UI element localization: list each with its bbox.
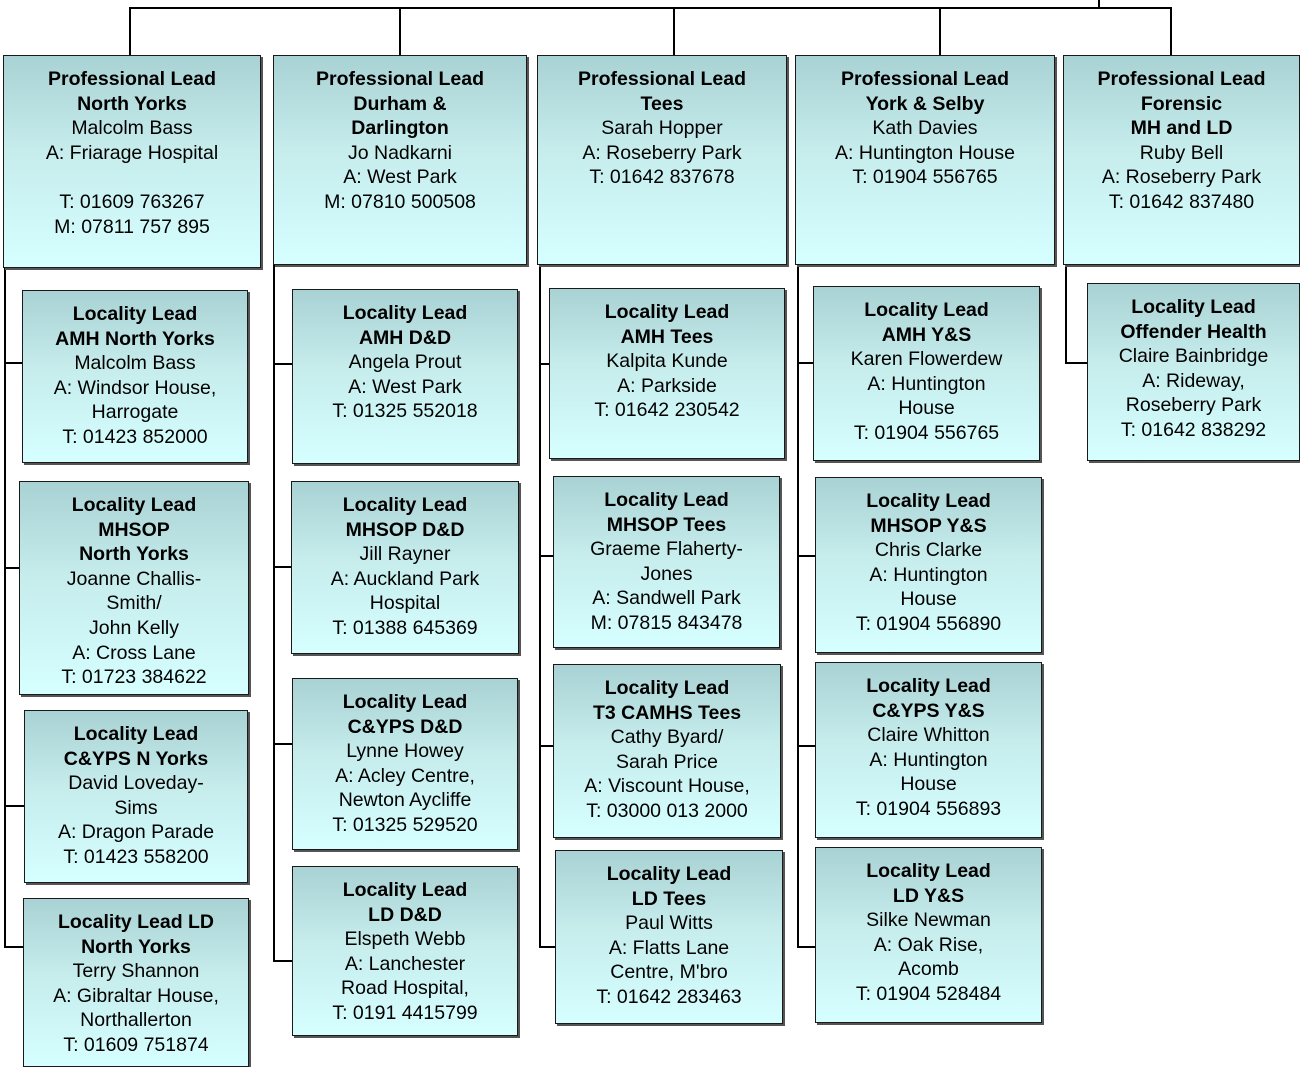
box-detail-line: T: 01609 763267: [59, 190, 205, 213]
box-detail-line: T: 01642 837678: [589, 166, 735, 189]
box-detail-line: House: [900, 588, 957, 611]
box-title-line: LD Tees: [631, 887, 707, 910]
locality-lead-box: [815, 477, 1042, 653]
box-detail-line: A: Friarage Hospital: [45, 141, 219, 164]
box-detail-line: T: 01904 556890: [855, 612, 1002, 635]
box-detail-line: Lynne Howey: [346, 740, 464, 763]
spacer-line: [4, 165, 260, 190]
box-detail-line: A: Windsor House,: [53, 376, 217, 399]
box-detail-line: A: Roseberry Park: [1101, 166, 1262, 189]
professional-lead-box: [3, 55, 261, 268]
box-title-line: MHSOP D&D: [345, 518, 465, 541]
box-title-line: MHSOP Y&S: [870, 514, 987, 537]
box-detail-line: David Loveday-: [68, 772, 204, 795]
box-detail-line: Karen Flowerdew: [850, 348, 1003, 371]
box-detail-line: Sarah Hopper: [601, 117, 723, 140]
box-detail-line: Sims: [114, 796, 158, 819]
box-detail-line: Jo Nadkarni: [347, 141, 453, 164]
box-detail-line: House: [900, 773, 957, 796]
box-detail-line: Claire Whitton: [867, 724, 990, 747]
top-bus-line: [129, 7, 1172, 9]
box-detail-line: A: Dragon Parade: [57, 821, 215, 844]
box-title-line: MHSOP: [98, 518, 170, 541]
locality-lead-box: [555, 850, 783, 1024]
box-title-line: North Yorks: [79, 543, 189, 566]
box-detail-line: Acomb: [898, 958, 959, 981]
box-title-line: MH and LD: [1130, 117, 1233, 140]
branch-line-2-1: [273, 363, 292, 365]
drop-line-5: [1170, 7, 1172, 55]
box-detail-line: A: Sandwell Park: [592, 587, 741, 610]
locality-lead-box: [549, 288, 785, 459]
box-detail-line: Cathy Byard/: [610, 726, 724, 749]
box-title-line: Locality Lead: [72, 303, 198, 325]
box-detail-line: A: West Park: [348, 375, 462, 398]
spine-line-3: [539, 265, 541, 947]
professional-lead-box: [273, 55, 527, 265]
box-detail-line: A: Flatts Lane: [608, 936, 730, 959]
drop-line-2: [399, 7, 401, 55]
box-detail-line: Smith/: [106, 592, 162, 615]
box-title-line: AMH Y&S: [881, 323, 972, 346]
box-detail-line: T: 01642 230542: [594, 399, 740, 422]
box-detail-line: Roseberry Park: [1125, 394, 1262, 417]
box-detail-line: M: 07811 757 895: [54, 215, 210, 238]
box-title-line: Locality Lead: [73, 723, 199, 745]
box-title-line: Professional Lead: [578, 68, 746, 90]
box-title-line: Locality Lead: [342, 302, 468, 324]
drop-line-3: [673, 7, 675, 55]
box-title-line: AMH D&D: [358, 326, 452, 349]
box-detail-line: Angela Prout: [348, 351, 462, 374]
box-detail-line: Terry Shannon: [72, 960, 200, 983]
box-title-line: Durham &: [353, 92, 447, 115]
box-detail-line: T: 03000 013 2000: [586, 799, 748, 822]
box-detail-line: Paul Witts: [625, 912, 713, 935]
box-detail-line: Sarah Price: [616, 750, 718, 773]
box-detail-line: T: 01325 529520: [332, 813, 478, 836]
box-title-line: Locality Lead: [1131, 296, 1256, 318]
box-detail-line: M: 07810 500508: [324, 190, 476, 213]
box-detail-line: Northallerton: [80, 1009, 192, 1032]
box-title-line: LD D&D: [368, 903, 442, 926]
box-title-line: AMH North Yorks: [55, 327, 215, 350]
box-detail-line: T: 01642 838292: [1120, 418, 1267, 441]
spine-line-5: [1065, 265, 1067, 363]
box-detail-line: Hospital: [369, 592, 441, 615]
locality-lead-box: [292, 289, 518, 464]
box-detail-line: Kath Davies: [872, 117, 978, 140]
drop-line-1: [129, 7, 131, 55]
box-detail-line: A: Acley Centre,: [335, 764, 475, 787]
box-detail-line: T: 01723 384622: [61, 666, 207, 689]
box-detail-line: A: Lanchester: [344, 952, 466, 975]
branch-line-2-2: [273, 566, 291, 568]
box-title-line: Forensic: [1140, 92, 1223, 115]
professional-lead-box: [537, 55, 787, 265]
branch-line-5-1: [1065, 362, 1087, 364]
box-detail-line: Harrogate: [91, 401, 179, 424]
box-title-line: North Yorks: [77, 92, 187, 115]
professional-lead-box: [795, 55, 1055, 265]
locality-lead-box: [815, 662, 1042, 838]
locality-lead-box: [813, 286, 1040, 461]
box-detail-line: T: 01904 528484: [855, 982, 1002, 1005]
box-detail-line: Centre, M'bro: [610, 961, 728, 984]
branch-line-3-1: [539, 363, 549, 365]
locality-lead-box: [292, 866, 518, 1036]
box-detail-line: A: Huntington: [869, 563, 988, 586]
box-detail-line: Claire Bainbridge: [1118, 345, 1269, 368]
branch-line-2-4: [273, 960, 292, 962]
locality-lead-box: [22, 290, 248, 463]
box-detail-line: T: 01904 556765: [852, 166, 998, 189]
box-detail-line: A: Roseberry Park: [582, 141, 742, 164]
box-title-line: Locality Lead: [342, 494, 468, 516]
locality-lead-box: [815, 847, 1042, 1023]
box-detail-line: T: 01423 852000: [62, 425, 208, 448]
locality-lead-box: [23, 898, 249, 1067]
branch-line-3-2: [539, 555, 553, 557]
box-title-line: Locality Lead: [866, 490, 991, 512]
box-detail-line: Elspeth Webb: [344, 928, 466, 951]
box-title-line: Locality Lead LD: [57, 911, 215, 933]
box-detail-line: T: 0191 4415799: [332, 1001, 478, 1024]
box-detail-line: Malcolm Bass: [74, 352, 196, 375]
box-title-line: Locality Lead: [866, 675, 991, 697]
box-title-line: York & Selby: [865, 92, 985, 115]
spine-line-4: [797, 265, 799, 947]
box-detail-line: A: Huntington House: [835, 141, 1015, 164]
box-detail-line: T: 01904 556765: [853, 421, 1000, 444]
box-detail-line: A: Huntington: [867, 372, 986, 395]
box-title-line: Locality Lead: [342, 691, 468, 713]
box-title-line: Locality Lead: [604, 489, 729, 511]
box-detail-line: A: Cross Lane: [72, 641, 196, 664]
box-title-line: North Yorks: [81, 935, 191, 958]
box-title-line: Darlington: [351, 117, 449, 140]
box-title-line: T3 CAMHS Tees: [592, 701, 742, 724]
drop-line-4: [939, 7, 941, 55]
box-detail-line: A: Rideway,: [1142, 369, 1245, 392]
branch-line-1-3: [4, 805, 24, 807]
locality-lead-box: [292, 678, 518, 850]
box-detail-line: T: 01642 837480: [1108, 190, 1255, 213]
box-detail-line: Graeme Flaherty-: [590, 538, 743, 561]
box-title-line: MHSOP Tees: [606, 513, 727, 536]
box-title-line: Offender Health: [1120, 320, 1267, 343]
branch-line-1-2: [4, 567, 19, 569]
locality-lead-box: [19, 481, 249, 695]
box-detail-line: M: 07815 843478: [590, 611, 743, 634]
box-detail-line: A: Gibraltar House,: [53, 984, 219, 1007]
box-detail-line: T: 01609 751874: [63, 1033, 209, 1056]
box-detail-line: A: Viscount House,: [584, 775, 750, 798]
box-detail-line: Ruby Bell: [1139, 141, 1224, 164]
box-title-line: Locality Lead: [866, 860, 991, 882]
locality-lead-box: [553, 664, 781, 838]
branch-line-4-3: [797, 745, 815, 747]
box-detail-line: T: 01325 552018: [332, 400, 478, 423]
branch-line-3-3: [539, 745, 553, 747]
branch-line-4-1: [797, 362, 813, 364]
locality-lead-box: [24, 710, 248, 883]
box-title-line: Locality Lead: [604, 301, 730, 323]
box-detail-line: A: Oak Rise,: [873, 933, 984, 956]
box-detail-line: T: 01904 556893: [855, 797, 1002, 820]
box-detail-line: A: Auckland Park: [330, 567, 480, 590]
box-detail-line: Newton Aycliffe: [338, 789, 472, 812]
box-detail-line: T: 01642 283463: [596, 985, 742, 1008]
branch-line-4-2: [797, 555, 815, 557]
box-detail-line: House: [898, 397, 955, 420]
box-detail-line: A: West Park: [343, 166, 457, 189]
box-title-line: Professional Lead: [48, 68, 216, 90]
box-title-line: AMH Tees: [620, 325, 714, 348]
box-detail-line: Road Hospital,: [341, 977, 469, 1000]
box-detail-line: Jones: [640, 562, 693, 585]
box-detail-line: T: 01423 558200: [63, 845, 209, 868]
locality-lead-box: [1087, 283, 1300, 461]
box-title-line: Professional Lead: [316, 68, 484, 90]
branch-line-2-3: [273, 743, 292, 745]
box-detail-line: Kalpita Kunde: [606, 350, 728, 373]
professional-lead-box: [1063, 55, 1300, 265]
box-title-line: Professional Lead: [841, 68, 1009, 90]
box-title-line: Locality Lead: [71, 494, 197, 516]
box-title-line: Locality Lead: [342, 879, 468, 901]
box-detail-line: Malcolm Bass: [71, 117, 193, 140]
box-title-line: C&YPS D&D: [347, 715, 463, 738]
box-detail-line: Jill Rayner: [359, 543, 451, 566]
locality-lead-box: [291, 481, 519, 654]
box-title-line: Tees: [640, 92, 684, 115]
spine-line-2: [273, 265, 275, 961]
box-detail-line: Joanne Challis-: [66, 567, 202, 590]
box-title-line: C&YPS N Yorks: [63, 747, 209, 770]
box-title-line: LD Y&S: [892, 884, 965, 907]
locality-lead-box: [553, 476, 780, 648]
box-title-line: Locality Lead: [864, 299, 989, 321]
spine-line-1: [4, 268, 6, 947]
box-detail-line: T: 01388 645369: [332, 616, 478, 639]
box-title-line: Locality Lead: [604, 677, 730, 699]
branch-line-4-4: [797, 946, 815, 948]
branch-line-3-4: [539, 946, 555, 948]
box-detail-line: John Kelly: [89, 616, 179, 639]
box-detail-line: Chris Clarke: [874, 539, 983, 562]
box-detail-line: A: Parkside: [617, 374, 717, 397]
box-title-line: Locality Lead: [606, 863, 732, 885]
box-detail-line: Silke Newman: [866, 909, 991, 932]
box-title-line: C&YPS Y&S: [872, 699, 985, 722]
branch-line-1-1: [4, 362, 22, 364]
box-title-line: Professional Lead: [1097, 68, 1266, 90]
branch-line-1-4: [4, 946, 23, 948]
box-detail-line: A: Huntington: [869, 748, 988, 771]
